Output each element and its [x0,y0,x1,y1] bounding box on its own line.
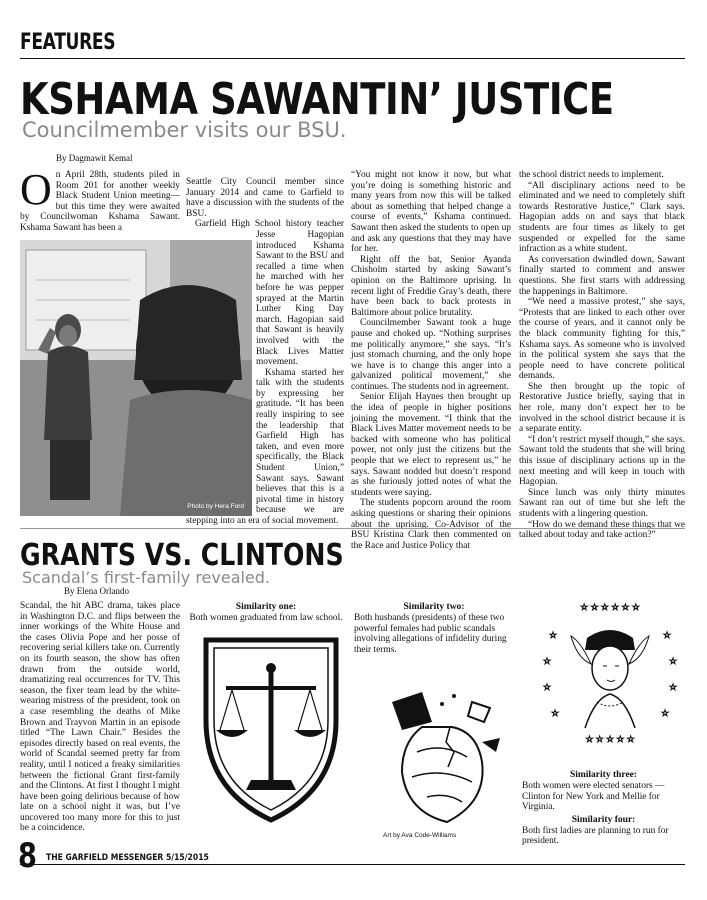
photo-credit: Photo by Hera Ford [187,503,244,510]
article2-deck: Scandal’s first-family revealed. [22,568,271,587]
sim2-text: Both husbands (presidents) of these two powerful females had public scandals involving allegations of infidelity during their terms. [354,613,507,655]
article1-col2-p1: Seattle City Council member since January 2014 and came to Garfield to have a discussion with the students of the BSU. [186,177,344,219]
scales-of-justice-icon [196,630,346,830]
section-label: FEATURES [20,30,116,55]
svg-text:☆: ☆ [551,708,560,718]
sim1-text: Both women graduated from law school. [189,613,343,623]
sim4-title: Similarity four: [571,814,636,825]
sim3-text: Both women were elected senators — Clinton for New York and Mellie for Virginia. [522,781,665,813]
article1-col1 [20,165,180,234]
article1-col4 [519,170,685,541]
similarity-three-four [522,770,685,847]
sim1-title: Similarity one: [235,602,297,612]
svg-text:☆ ☆ ☆ ☆ ☆ ☆: ☆ ☆ ☆ ☆ ☆ ☆ [580,602,640,612]
sim3-title: Similarity three: [569,770,638,780]
article1-col4-p3: As conversation dwindled down, Sawant finally started to comment and answer questions. She first starts with addressing the happenings in Baltimore. [519,254,685,297]
article2-headline: GRANTS VS. CLINTONS [20,538,344,573]
first-lady-portrait-icon [535,598,685,748]
svg-text:☆ ☆ ☆ ☆ ☆: ☆ ☆ ☆ ☆ ☆ [585,734,635,744]
art-credit: Art by Ava Code-Williams [383,832,457,839]
article1-col3-p3: Councilmember Sawant took a huge pause and choked up. “Nothing surprises me politically anymore,” she says. “It’s just stomach churning, and the only hope we have is to change this anger into a galvanized political movement,” she continues. The students nod in agreement. [351,318,511,392]
article1-col4-p2: “All disciplinary actions need to be eliminated and we need to completely shift towards Restorative Justice,” Clark says. Hagopian adds on and says that black students are four times as likely to get suspended or expelled for the same infraction as a white student. [519,180,685,255]
article1-col3-p4: Senior Elijah Haynes then brought up the idea of people in higher positions joining the movement. “I think that the Black Lives Matter movement needs to be backed with someone who has political power, not only just the citizens but the people that we elect to represent us,” he says. Sawant nodded but doesn’t respond as she furiously jotted notes of what the students were saying. [351,392,511,498]
footer-rule [20,864,685,865]
dropcap: O [20,165,52,214]
article1-col2 [186,177,344,527]
article1-col4-p7: Since lunch was only thirty minutes Sawant ran out of time but she left the students with a lingering question. [519,487,685,519]
sim4-text: Both first ladies are planning to run for president. [522,825,669,847]
article1-deck: Councilmember visits our BSU. [22,118,347,142]
article1-col4-p4: “We need a massive protest,” she says, “Protests that are linked to each other over the course of years, and it cannot only be the black community fighting for this,” Kshama says. As someone who is involved in the political system she says that the people need to have concrete political demands. [519,297,685,382]
svg-text:☆: ☆ [661,708,670,718]
article1-col4-p1: the school district needs to implement. [519,170,664,180]
similarity-two [354,602,514,655]
article1-col3 [351,170,511,551]
article2-body [20,601,180,834]
article1-headline: KSHAMA SAWANTIN’ JUSTICE [20,74,614,125]
mid-rule [20,528,685,529]
svg-text:☆: ☆ [549,630,558,640]
svg-text:☆: ☆ [669,682,678,692]
svg-text:☆: ☆ [669,656,678,666]
article2-byline: By Elena Orlando [64,586,129,596]
article1-col2-p2: Garfield High School history teacher Jesse Hagopian introduced Kshama Sawant to the BSU and recalled a time when he marched with her before he was pepper sprayed at the Martin Luther King Day march. Hagopian said that Sawant is heavily involved with the Black Lives Matter movement. [195,219,344,368]
article1-col3-p5: The students popcorn around the room asking questions or sharing their opinions about the uprising. Co-Advisor of the BSU Kristina Clark then commented on the Race and Justice Policy that [351,498,511,551]
svg-text:☆: ☆ [543,682,552,692]
article1-col4-p8: “How do we demand these things that we talked about today and take action?” [519,519,685,541]
sim2-title: Similarity two: [403,602,465,612]
article1-byline: By Dagmawit Kemal [56,153,133,163]
publication-line: THE GARFIELD MESSENGER 5/15/2015 [46,853,209,863]
article1-col2-p3: Kshama started her talk with the students by expressing her gratitude. “It has been really inspiring to see the leadership that Garfield High has taken, and even more specifically, the Black Student Union,” Sawant says. Sawant believes that this is a pivotal time in history because we are stepping into an era of social movement. [186,367,344,526]
page-number: 8 [18,836,37,876]
article1-col1-text: n April 28th, students piled in Room 201 for another weekly Black Student Union meeting—but this time they were awaited by Councilwoman Kshama Sawant. Kshama Sawant has been a [20,170,180,233]
svg-text:☆: ☆ [543,656,552,666]
similarity-one [186,602,346,624]
article1-col4-p6: “I don’t restrict myself though,” she says. Sawant told the students that she will bring this issue of disciplinary actions up in the next meeting and will keep in touch with Hagopian. [519,434,685,488]
svg-text:☆: ☆ [663,630,672,640]
article1-col3-p2: Right off the bat, Senior Ayanda Chisholm started by asking Sawant’s opinion on the Baltimore uprising. In recent light of Freddie Gray’s death, there have been back to back protests in Baltimore about police brutality. [351,254,511,318]
broken-heart-icon [372,682,512,832]
top-rule [20,58,685,59]
article1-col3-p1: “You might not know it now, but what you’re doing is something historic and many years from now this will be talked about as something that helped change a course of events,” Kshama continued. Sawant then asked the students to open up and ask any questions that they may have for her. [351,170,511,255]
article1-col4-p5: She then brought up the topic of Restorative Justice briefly, saying that in her role, many don’t expect her to be involved in the school district because it is a separate entity. [519,381,685,435]
article2-body-text: Scandal, the hit ABC drama, takes place in Washington D.C. and flips between the inner workings of the White House and the cases Olivia Pope and her posse of recovering serial killers take on. Currently on its fourth season, the show has often drawn from the outside world, dramatizing real occurrences for TV. This season, the fixer team lead by the white-wearing mistress of the president, took on a case resembling the deaths of Mike Brown and Trayvon Martin in an episode titled “The Lawn Chair.” Besides the episodes directly based on real events, the world of Scandal seemed pretty far from reality, until I noticed a freaky similarities between the fictional Grant first-family and the Clintons. At first I thought I might have been going delirious because of how late on a school night it was, but I’ve uncovered too many more for this to just be a coincidence. [20,601,180,834]
